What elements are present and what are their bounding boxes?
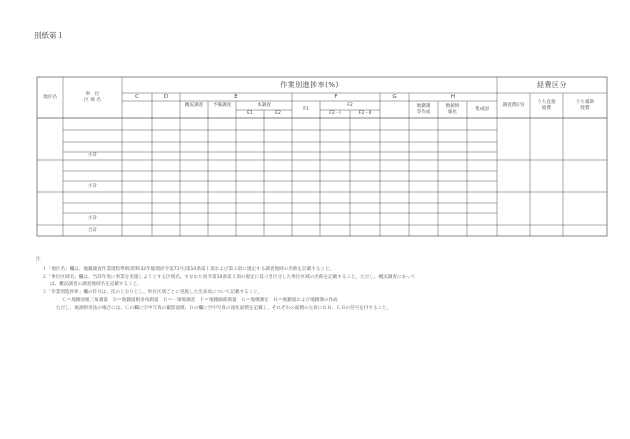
note-3-codes: Ｃ＝地籍図根三角測量 Ｄ＝地籍図根多角測量 Ｅ＝一筆地調査 Ｆ＝地籍細部測量 Ｇ＝地積測定 Ｈ＝地籍図および地籍簿の作成	[62, 297, 338, 303]
column-d-header: D	[163, 93, 169, 100]
total-label: 合計	[87, 227, 98, 233]
h-digital-info-header: 数値情 報化	[445, 104, 460, 115]
survey-cost-header: 調査費(円)	[502, 102, 525, 108]
document-label: 別紙第１	[34, 31, 64, 40]
district-name-header: 地区名	[43, 94, 57, 100]
subsidy-cost-header: うち補助 経費	[575, 100, 595, 111]
e-preliminary-survey-header: 予備調査	[212, 102, 232, 108]
notes-section	[36, 256, 606, 313]
work-progress-rate-title: 作業別進捗率(%)	[280, 80, 339, 89]
column-f-header: F	[334, 93, 338, 100]
column-c-header: C	[135, 93, 139, 100]
e-main-survey-header: 本調査	[257, 102, 271, 108]
column-e-header: E	[234, 93, 238, 100]
f2-1-header: F2－Ⅰ	[329, 111, 341, 117]
h-cadastral-book-header: 地籍簿 等作成	[416, 104, 431, 115]
unit-area-name-header: 単 位 区 域 名	[84, 92, 101, 103]
notes-title: 注	[36, 257, 41, 262]
f2-2-header: F2－Ⅱ	[358, 111, 372, 117]
expense-category-title: 経費区分	[537, 80, 567, 89]
subtotal-label-3: 小計	[87, 216, 98, 222]
note-3-aerial-exception: ただし、航測併用法の場合には、Ｃの欄に空中写真の撮影面積、Ｄの欄に空中写真の図化面積を記載し、それぞれの面積の左肩にＫＢ、ＬＢの符号を付すること。	[56, 305, 392, 311]
note-3: ３「作業別進捗率」欄の符号は、次のとおりとし、単位区域ごとに実施した出来高について記載すること。	[42, 290, 263, 296]
note-1: １「地区名」欄は、地籍調査作業規程準則(昭和32年総理府令第71号)第10条第１項および第２項に規定する調査地域の名称を記載すること。	[42, 266, 335, 272]
column-g-header: G	[392, 93, 397, 100]
note-2-line-2: は、概況調査の調査地域名を記載すること。	[50, 282, 142, 288]
subtotal-label-1: 小計	[87, 153, 98, 159]
h-compiled-map-header: 集成図	[475, 106, 489, 112]
subtotal-label-2: 小計	[87, 183, 98, 189]
e2-header: E2	[275, 111, 281, 117]
column-h-header: H	[450, 93, 456, 100]
e-outline-survey-header: 概況調査	[184, 102, 204, 108]
note-2-line-1: ２「単位区域名」欄は、当該年度に事業を実施しようとする区域名、すなわち同令第10条第３項の規定に基づき区分した単位区域の名称を記載すること。ただし、概況調査にあって	[42, 274, 416, 280]
direct-cost-header: うち直接 経費	[537, 100, 556, 111]
f1-header: F1	[303, 106, 309, 112]
e1-header: E1	[247, 111, 253, 117]
f2-header: F2	[347, 102, 353, 108]
